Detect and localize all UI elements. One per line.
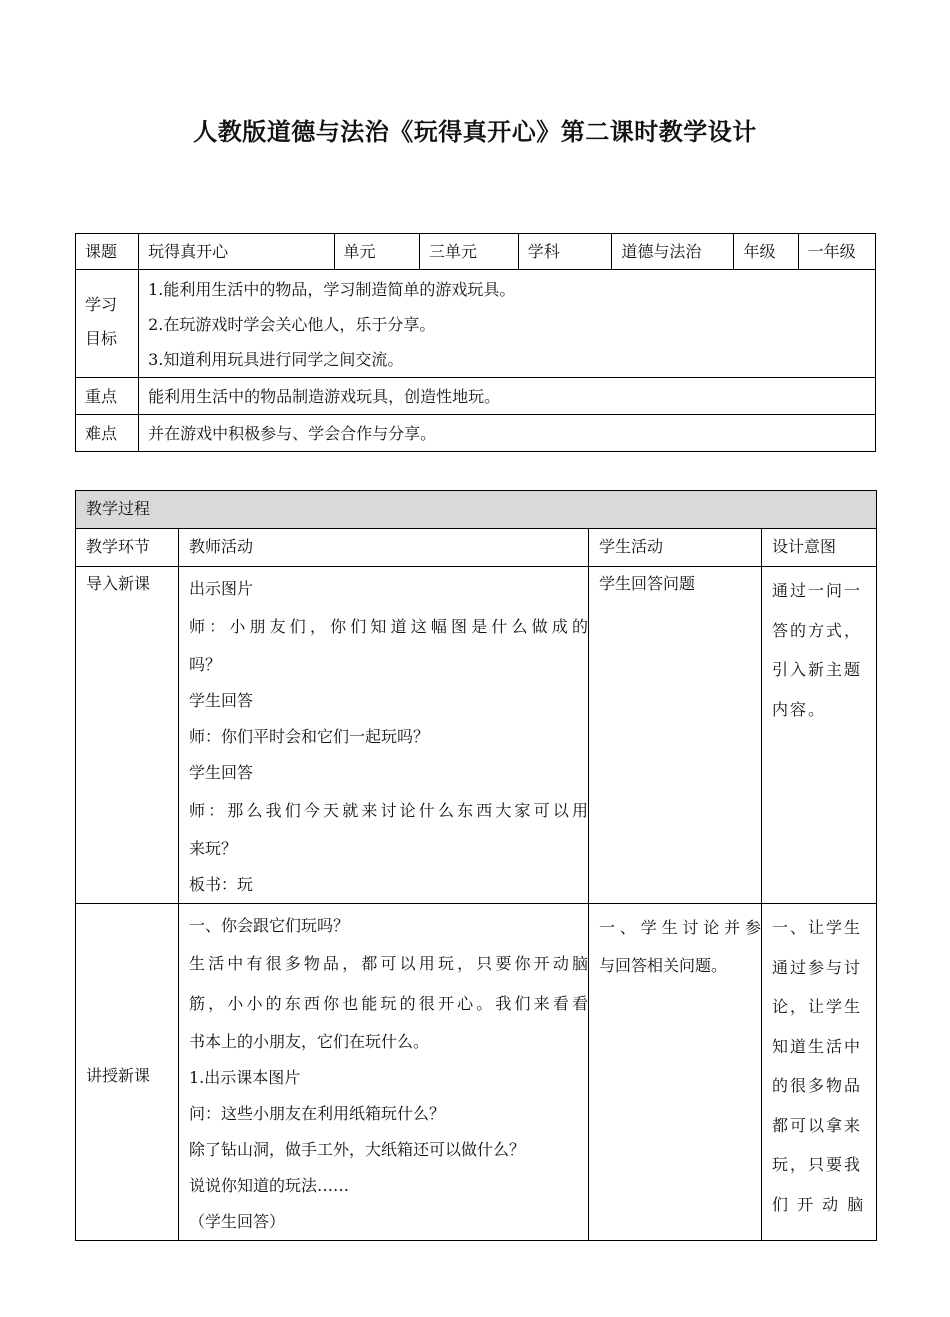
intro-row xyxy=(76,567,877,904)
teacher-line: 一、你会跟它们玩吗？ xyxy=(189,916,350,935)
teacher-line: 说说你知道的玩法…… xyxy=(189,1176,350,1195)
intro-student-activity: 学生回答问题 xyxy=(589,567,762,904)
lesson-label: 课题 xyxy=(76,234,139,270)
teach-teacher-activity xyxy=(179,904,589,1241)
process-header-row xyxy=(76,491,877,529)
intent-line: 知道生活中 xyxy=(772,1036,863,1056)
teacher-line: 除了钻山洞，做手工外，大纸箱还可以做什么？ xyxy=(189,1140,526,1159)
teach-design-intent xyxy=(762,904,877,1241)
teach-student-activity xyxy=(589,904,762,1241)
column-intent: 设计意图 xyxy=(762,529,877,567)
teacher-line: 生活中有很多物品，都可以用玩，只要你开动脑 xyxy=(189,954,588,973)
intent-line: 通过一问一 xyxy=(772,581,863,600)
column-teacher: 教师活动 xyxy=(179,529,589,567)
key-point-value: 能利用生活中的物品制造游戏玩具，创造性地玩。 xyxy=(139,378,876,415)
grade-value: 一年级 xyxy=(798,234,875,270)
process-header: 教学过程 xyxy=(76,491,877,529)
lesson-info-table xyxy=(75,233,876,452)
teacher-line: 1.出示课本图片 xyxy=(189,1068,301,1087)
teacher-line: 学生回答 xyxy=(189,763,254,782)
intent-line: 论，让学生 xyxy=(772,997,863,1016)
column-student: 学生活动 xyxy=(589,529,762,567)
process-columns-row xyxy=(76,529,877,567)
goal-item: 3.知道利用玩具进行同学之间交流。 xyxy=(148,350,404,369)
teacher-line: 吗？ xyxy=(189,655,222,674)
unit-value: 三单元 xyxy=(419,234,518,270)
teacher-line: 筋，小小的东西你也能玩的很开心。我们来看看 xyxy=(189,994,588,1013)
lesson-value: 玩得真开心 xyxy=(139,234,334,270)
teacher-line: 来玩？ xyxy=(189,839,238,858)
goals-label xyxy=(76,270,139,378)
intent-line: 一、让学生 xyxy=(772,918,863,937)
teacher-line: 师：小朋友们，你们知道这幅图是什么做成的 xyxy=(189,617,588,636)
key-point-row xyxy=(76,378,876,415)
page-title: 人教版道德与法治《玩得真开心》第二课时教学设计 xyxy=(193,118,757,146)
unit-label: 单元 xyxy=(334,234,419,270)
teacher-line: 师：你们平时会和它们一起玩吗？ xyxy=(189,727,430,746)
intent-line: 的很多物品 xyxy=(772,1076,863,1095)
subject-label: 学科 xyxy=(518,234,612,270)
teacher-line: 出示图片 xyxy=(189,579,254,598)
intent-line: 引入新主题 xyxy=(772,660,863,679)
teacher-line: 学生回答 xyxy=(189,691,254,710)
goals-label-line-1: 学习 xyxy=(85,295,118,314)
difficult-point-row xyxy=(76,415,876,452)
intro-design-intent xyxy=(762,567,877,904)
subject-value: 道德与法治 xyxy=(612,234,734,270)
teacher-line: 师：那么我们今天就来讨论什么东西大家可以用 xyxy=(189,801,588,820)
goals-row xyxy=(76,270,876,378)
intent-line: 玩，只要我 xyxy=(772,1155,863,1174)
difficult-point-label: 难点 xyxy=(76,415,139,452)
teaching-process-table xyxy=(75,490,877,1241)
goal-item: 1.能利用生活中的物品，学习制造简单的游戏玩具。 xyxy=(148,280,516,299)
goals-label-line-2: 目标 xyxy=(85,329,118,348)
teach-row xyxy=(76,904,877,1241)
teacher-line: 板书：玩 xyxy=(189,875,254,894)
teach-stage: 讲授新课 xyxy=(76,904,179,1241)
lesson-info-row xyxy=(76,234,876,270)
teacher-line: 书本上的小朋友，它们在玩什么。 xyxy=(189,1032,430,1051)
intent-line: 通过参与讨 xyxy=(772,957,863,977)
intent-line: 答的方式， xyxy=(772,620,863,640)
intro-stage: 导入新课 xyxy=(76,567,179,904)
difficult-point-value: 并在游戏中积极参与、学会合作与分享。 xyxy=(139,415,876,452)
key-point-label: 重点 xyxy=(76,378,139,415)
intro-teacher-activity xyxy=(179,567,589,904)
goal-item: 2.在玩游戏时学会关心他人，乐于分享。 xyxy=(148,315,436,334)
intent-line: 们 开 动 脑 xyxy=(772,1194,866,1214)
goals-cell xyxy=(139,270,876,378)
student-line: 与回答相关问题。 xyxy=(599,956,728,975)
grade-label: 年级 xyxy=(734,234,798,270)
column-stage: 教学环节 xyxy=(76,529,179,567)
student-line: 一、学生讨论并参 xyxy=(599,918,761,937)
intent-line: 内容。 xyxy=(772,699,827,719)
intent-line: 都可以拿来 xyxy=(772,1115,863,1135)
teacher-line: 问：这些小朋友在利用纸箱玩什么？ xyxy=(189,1104,446,1123)
teacher-line: （学生回答） xyxy=(189,1212,286,1231)
